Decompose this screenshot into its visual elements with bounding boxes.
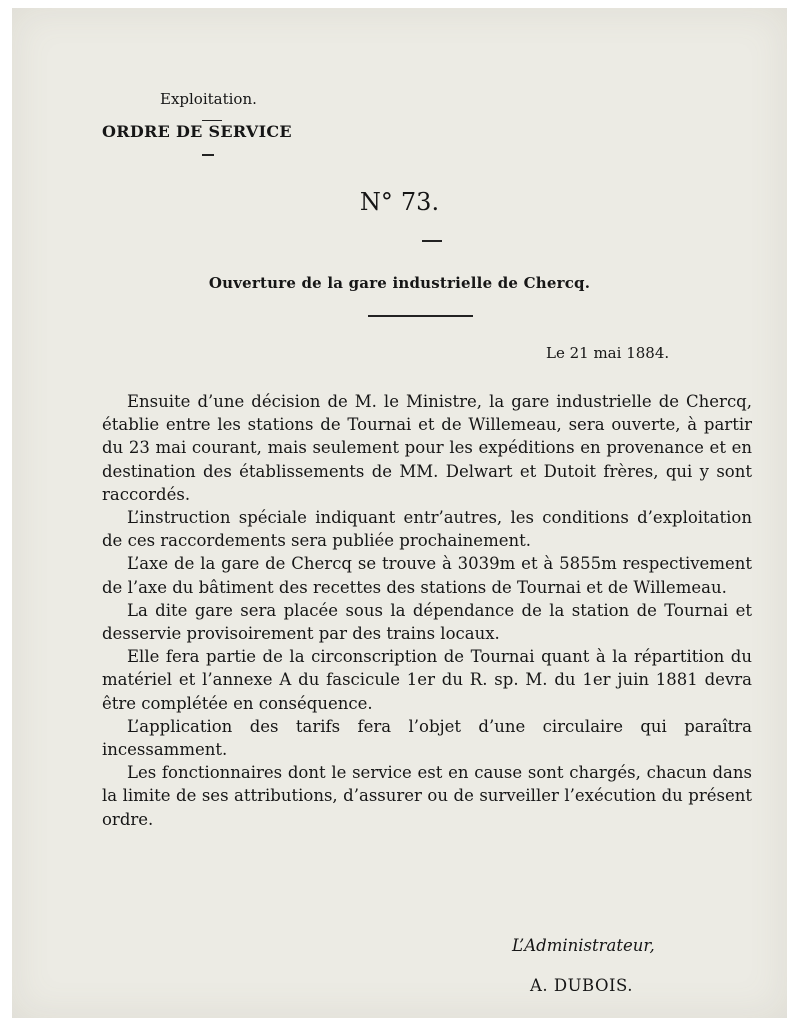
separator-dash bbox=[202, 120, 222, 121]
number-value: 73. bbox=[400, 188, 440, 216]
number-prefix: N° bbox=[359, 188, 393, 216]
department-label: Exploitation. bbox=[160, 90, 257, 108]
signatory-name: A. DUBOIS. bbox=[530, 976, 633, 995]
separator-dash bbox=[202, 154, 214, 156]
document-date: Le 21 mai 1884. bbox=[546, 344, 670, 362]
document-subtitle: Ouverture de la gare industrielle de Chercq. bbox=[208, 274, 591, 292]
document-page bbox=[12, 8, 787, 1018]
paragraph: L’instruction spéciale indiquant entr’autres, les conditions d’exploitation de ces raccordements sera publiée prochainement. bbox=[102, 508, 752, 551]
title-rule bbox=[368, 315, 473, 317]
signatory-role: L’Administrateur, bbox=[512, 936, 655, 955]
paragraph: Ensuite d’une décision de M. le Ministre, la gare industrielle de Chercq, établie entre les stations de Tournai et de Willemeau, sera ouverte, à partir du 23 mai courant, mais seulement pour les expéditions en provenance et en destination des établissements de MM. Delwart et Dutoit frères, qui y sont raccordés. bbox=[102, 392, 752, 504]
paragraph: La dite gare sera placée sous la dépendance de la station de Tournai et desservie provisoirement par des trains locaux. bbox=[102, 600, 752, 644]
order-type-heading: ORDRE DE SERVICE bbox=[102, 122, 292, 141]
separator-dash bbox=[422, 240, 442, 242]
order-number bbox=[12, 188, 787, 216]
document-body bbox=[102, 390, 752, 831]
paragraph: L’application des tarifs fera l’objet d’une circulaire qui paraîtra incessamment. bbox=[102, 716, 752, 760]
paragraph: Elle fera partie de la circonscription de Tournai quant à la répartition du matériel et l’annexe A du fascicule 1er du R. sp. M. du 1er juin 1881 devra être complétée en conséquence. bbox=[102, 647, 752, 713]
paragraph: L’axe de la gare de Chercq se trouve à 3039m et à 5855m respectivement de l’axe du bâtiment des recettes des stations de Tournai et de Willemeau. bbox=[102, 554, 752, 597]
paragraph: Les fonctionnaires dont le service est en cause sont chargés, chacun dans la limite de ses attributions, d’assurer ou de surveiller l’exécution du présent ordre. bbox=[102, 763, 752, 829]
